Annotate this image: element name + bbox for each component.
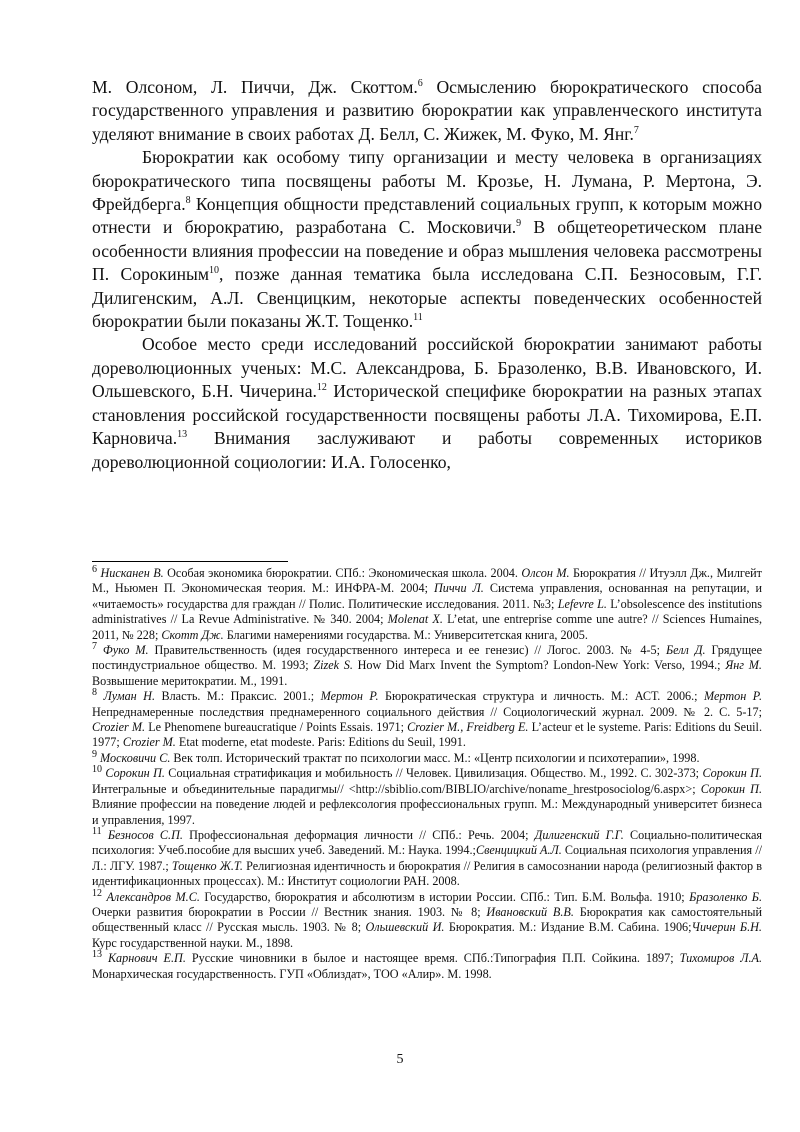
footnote-marker: 6 xyxy=(417,78,423,90)
main-text xyxy=(92,76,762,474)
footnote-marker: 13 xyxy=(92,949,102,961)
footnote-7: $^7$ Фуко М. Правительственность (идея государственного интереса и ее генезис) // Логос. 2003. № 4-5; Белл Д. Грядущее постиндустриальное общество. М. 1993; Zizek S. How Did Marx Invent the Symptom? London-New York: Verso, 1994.; Янг М. Возвышение меритократии. М., 1991. xyxy=(92,640,763,688)
author-name: Чичерин Б.Н. xyxy=(691,920,762,935)
paragraph-3: Особое место среди исследований российской бюрократии занимают работы дореволюционных ученых: М.С. Александрова, Б. Бразоленко, В.В. Ивановского, И. Ольшевского, Б.Н. Чичерина.$^{12}$ Исторической специфике бюрократии на разных этапах становления российской государственности посвящены работы Л.А. Тихомирова, Е.П. Карновича.$^{13}$ Внимания заслуживают и работы современных историков дореволюционной социологии: И.А. Голосенко, xyxy=(92,334,762,472)
footnote-marker: 10 xyxy=(92,764,102,776)
author-name: Луман Н. xyxy=(103,689,156,704)
author-name: Molenat X. xyxy=(387,612,443,627)
footnote-separator xyxy=(92,561,288,562)
author-name: Карнович Е.П. xyxy=(107,951,186,966)
author-name: Белл Д. xyxy=(665,643,706,658)
author-name: Олсон М. xyxy=(521,566,570,580)
author-name: Скотт Дж. xyxy=(161,627,224,642)
author-name: Московичи С. xyxy=(100,750,171,765)
footnote-marker: 8 xyxy=(185,195,191,207)
footnote-12: $^{12}$ Александров М.С. Государство, бюрократия и абсолютизм в истории России. СПб.: Тип. Б.М. Вольфа. 1910; Бразоленко Б. Очерки развития бюрократии в России // Вестник знания. 1903. № 8; Ивановский В.В. Бюрократия как самостоятельный общественный класс // Русская мысль. 1903. № 8; Ольшевский И. Бюрократия. М.: Издание В.М. Сабина. 1906;Чичерин Б.Н. Курс государственной науки. М., 1898. xyxy=(92,887,762,950)
author-name: Lefevre L. xyxy=(557,596,607,611)
paragraph-1: М. Олсоном, Л. Пиччи, Дж. Скоттом.$^6$ Осмыслению бюрократического способа государственного управления и развитию бюрократии как управленческого института уделяют внимание в своих работах Д. Белл, С. Жижек, М. Фуко, М. Янг.$^7$ xyxy=(92,77,762,144)
author-name: Фуко М. xyxy=(102,643,149,658)
footnote-marker: 12 xyxy=(316,382,327,394)
footnote-marker: 9 xyxy=(516,218,522,230)
author-name: Crozier M. xyxy=(92,720,146,735)
author-name: Мертон Р. xyxy=(320,689,379,704)
author-name: Янг М. xyxy=(725,658,762,673)
author-name: Нисканен В. xyxy=(100,566,164,580)
author-name: Тихомиров Л.А. xyxy=(679,951,763,966)
footnote-8: $^8$ Луман Н. Власть. М.: Праксис. 2001.; Мертон Р. Бюрократическая структура и личность. М.: АСТ. 2006.; Мертон Р. Непреднамеренные последствия преднамеренного социального действия // Социологический журнал. 2009. № 2. С. 5-17; Crozier M. Le Phenomene bureaucratique / Points Essais. 1971; Crozier M., Freidberg E. L’acteur et le systeme. Paris: Editions du Seuil. 1977; Crozier M. Etat moderne, etat modeste. Paris: Editions du Seuil, 1991. xyxy=(92,687,762,750)
author-name: Дилигенский Г.Г. xyxy=(534,827,624,842)
author-name: Сорокин П. xyxy=(700,781,762,796)
author-name: Ивановский В.В. xyxy=(486,904,574,919)
author-name: Александров М.С. xyxy=(106,889,200,904)
author-name: Crozier M. xyxy=(122,735,176,750)
footnote-6: $^6$ Нисканен В. Особая экономика бюрократии. СПб.: Экономическая школа. 2004. Олсон М. Бюрократия // Итуэлл Дж., Милгейт М., Ньюмен П. Экономическая теория. М.: ИНФРА-М. 2004; Пиччи Л. Система управления, основанная на репутации, и «читаемость» государства для граждан // Полис. Политические исследования. 2011. №3; Lefevre L. L’obsolescence des institutions administratives // La Revue Administrative. № 340. 2004; Molenat X. L’etat, une entreprise comme une autre? // Sciences Humaines, 2011, № 228; Скотт Дж. Благими намерениями государства. М.: Университетская книга, 2005. xyxy=(92,563,763,642)
footnote-marker: 9 xyxy=(92,748,97,760)
author-name: Crozier M., Freidberg E. xyxy=(407,720,529,735)
author-name: Zizek S. xyxy=(313,658,353,673)
footnotes xyxy=(92,563,763,982)
footnote-13: $^{13}$ Карнович Е.П. Русские чиновники в былое и настоящее время. СПб.:Типография П.П. Сойкина. 1897; Тихомиров Л.А. Монархическая государственность. ГУП «Облиздат», ТОО «Алир». М. 1998. xyxy=(92,949,763,981)
footnote-10: $^{10}$ Сорокин П. Социальная стратификация и мобильность // Человек. Цивилизация. Общество. М., 1992. С. 302-373; Сорокин П. Интегральные и объединительные парадигмы// <http://sbiblio.com/BIBLIO/archive/noname_hrestposociolog/6.aspx>; Сорокин П. Влияние профессии на поведение людей и рефлексология профессиональных групп. М.: Международный университет бизнеса и управления, 1997. xyxy=(92,764,762,827)
footnote-marker: 10 xyxy=(209,265,219,277)
footnote-marker: 12 xyxy=(92,887,102,899)
footnote-marker: 13 xyxy=(177,429,188,441)
author-name: Сорокин П. xyxy=(702,766,762,781)
author-name: Бразоленко Б. xyxy=(689,889,762,904)
author-name: Свенцицкий А.Л. xyxy=(475,843,562,858)
author-name: Мертон Р. xyxy=(704,689,762,704)
footnote-marker: 11 xyxy=(92,825,102,837)
author-name: Безносов С.П. xyxy=(107,827,183,842)
author-name: Ольшевский И. xyxy=(365,920,445,935)
author-name: Сорокин П. xyxy=(105,766,165,781)
footnote-marker: 7 xyxy=(633,124,639,136)
footnote-marker: 11 xyxy=(413,312,423,324)
footnote-marker: 8 xyxy=(92,687,97,699)
page-number: 5 xyxy=(396,1052,404,1067)
footnote-marker: 7 xyxy=(92,640,97,652)
author-name: Пиччи Л. xyxy=(433,581,484,596)
footnote-9: $^9$ Московичи С. Век толп. Исторический трактат по психологии масс. М.: «Центр психологии и психотерапии», 1998. xyxy=(92,748,700,765)
footnote-marker: 6 xyxy=(92,563,97,575)
footnote-11: $^{11}$ Безносов С.П. Профессиональная деформация личности // СПб.: Речь. 2004; Дилигенский Г.Г. Социально-политическая психология: Учеб.пособие для высших учеб. Заведений. М.: Наука. 1994.;Свенцицкий А.Л. Социальная психология управления // Л.: ЛГУ. 1987.; Тощенко Ж.Т. Религиозная идентичность и бюрократия // Религия в самосознании народа (религиозный фактор в идентификационных процессах). М.: Институт социологии РАН. 2008. xyxy=(92,825,763,889)
author-name: Тощенко Ж.Т. xyxy=(171,858,243,873)
paragraph-2: Бюрократии как особому типу организации и месту человека в организациях бюрократического типа посвящены работы М. Крозье, Н. Лумана, Р. Мертона, Э. Фрейдберга.$^8$ Концепция общности представлений социальных групп, к которым можно отнести и бюрократию, разработана С. Московичи.$^9$ В общетеоретическом плане особенности влияния профессии на поведение и образ мышления человека рассмотрены П. Сорокиным$^{10}$, позже данная тематика была исследована С.П. Безносовым, Г.Г. Дилигенским, А.Л. Свенцицким, некоторые аспекты поведенческих особенностей бюрократии были показаны Ж.Т. Тощенко.$^{11}$ xyxy=(92,147,763,332)
